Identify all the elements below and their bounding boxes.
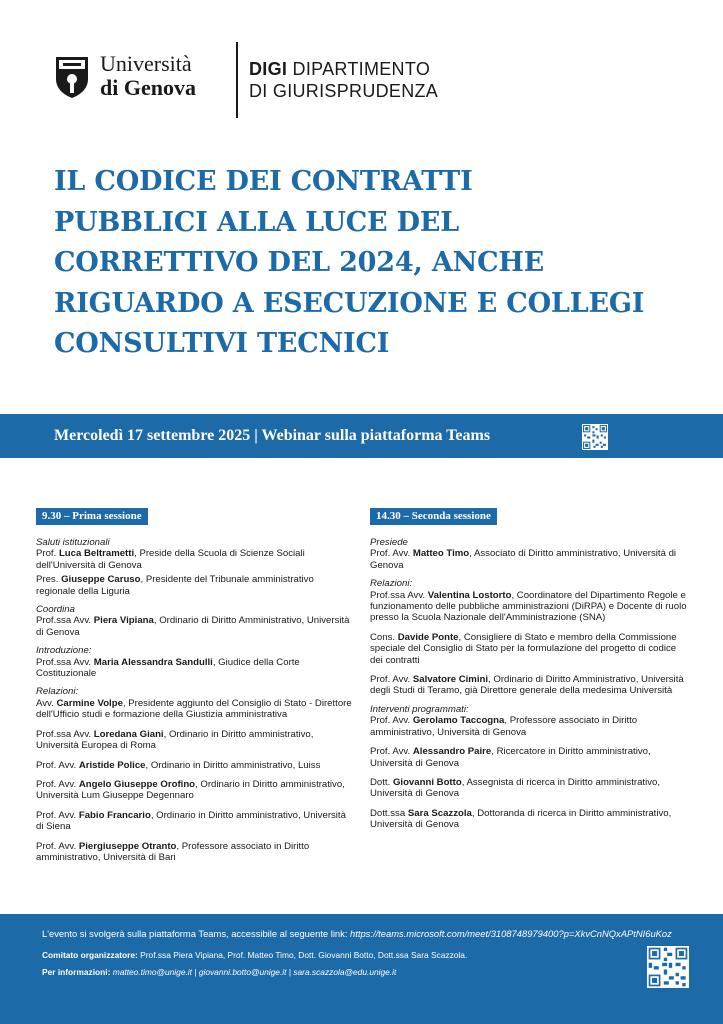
speaker-entry: Prof.ssa Avv. Valentina Lostorto, Coordinatore del Dipartimento Regole e funzionamento delle pubbliche amministrazioni (DiRPA) e Docente di ruolo presso la Scuola Nazionale dell'Amministrazione (SNA) [370,589,687,624]
title-line: PUBBLICI ALLA LUCE DEL [54,206,459,238]
title-line: IL CODICE DEI CONTRATTI [54,166,473,197]
university-name [100,52,196,100]
relazioni-title: Relazioni: [36,686,79,698]
department-abbr: DIGI [249,59,288,79]
speaker-entry: Prof. Avv. Salvatore Cimini, Ordinario di Diritto Amministrativo, Università degli Studi di Teramo, già Direttore generale della medesima Università [370,674,684,697]
committee-members: Prof.ssa Piera Vipiana, Prof. Matteo Timo, Dott. Giovanni Botto, Dott.ssa Sara Scazzola. [137,950,468,960]
session-2 [370,508,688,834]
info-emails[interactable]: matteo.timo@unige.it | giovanni.botto@unige.it | sara.scazzola@edu.unige.it [110,967,397,977]
speaker-entry: Prof.ssa Avv. Maria Alessandra Sandulli, Giudice della Corte Costituzionale [36,656,300,680]
info-line [42,967,396,977]
title-line: CORRETTIVO DEL 2024, ANCHE [54,247,545,278]
event-date-platform: Mercoledì 17 settembre 2025 | Webinar sulla piattaforma Teams [54,427,491,444]
session-1 [36,508,354,866]
speaker-entry: Prof. Avv. Alessandro Paire, Ricercatore in Diritto amministrativo, Università di Genova [370,746,651,769]
teams-link-intro: L'evento si svolgerà sulla piattaforma Teams, accessibile al seguente link: [42,928,351,939]
department-line2: DI GIURISPRUDENZA [249,81,439,101]
speaker-entry: Prof. Avv. Aristide Police, Ordinario in Diritto amministrativo, Luiss [36,759,321,771]
speaker-entry: Dott.ssa Sara Scazzola, Dottoranda di ricerca in Diritto amministrativo, Università di Genova [370,807,672,831]
speaker-entry: Cons. Davide Ponte, Consigliere di Stato e membro della Commissione speciale del Consiglio di Stato per la formulazione del progetto di codice dei contratti [370,631,677,666]
header-divider [236,42,238,118]
interventi-title: Interventi programmati: [370,703,469,715]
speaker-entry: Prof. Avv. Angelo Giuseppe Orofino, Ordinario in Diritto amministrativo, Università Lum Giuseppe Degennaro [36,778,345,802]
speaker-entry: Prof.ssa Avv. Piera Vipiana, Ordinario di Diritto Amministrativo, Università di Genova [36,615,350,638]
qr-code-icon[interactable] [582,424,608,450]
relazioni-title: Relazioni: [370,578,413,590]
presiede-title: Presiede [370,537,408,548]
committee-line [42,950,467,960]
info-label: Per informazioni: [42,967,111,977]
speaker-entry: Prof. Avv. Gerolamo Taccogna, Professore associato in Diritto amministrativo, Università di Genova [370,715,638,738]
saluti-title: Saluti istituzionali [36,537,110,548]
university-name-line2: di Genova [100,75,196,100]
speaker-entry: Avv. Carmine Volpe, Presidente aggiunto del Consiglio di Stato - Direttore dell'Ufficio studi e formazione della Giustizia amministrativa [36,697,352,721]
university-seal-icon [54,55,90,99]
department-name [249,58,438,102]
session-2-label: 14.30 – Seconda sessione [370,508,497,525]
event-title [54,162,694,365]
committee-label: Comitato organizzatore: [42,950,138,960]
speaker-entry: Prof.ssa Avv. Loredana Giani, Ordinario in Diritto amministrativo, Università Europea di Roma [36,728,314,752]
title-line: RIGUARDO A ESECUZIONE E COLLEGI [54,287,645,319]
speaker-entry: Pres. Giuseppe Caruso, Presidente del Tribunale amministrativo regionale della Liguria [36,574,314,597]
teams-link-line [42,928,672,939]
department-line1: DIPARTIMENTO [292,59,431,79]
title-line: CONSULTIVI TECNICI [54,328,390,359]
coordina-title: Coordina [36,604,75,616]
speaker-entry: Prof. Avv. Piergiuseppe Otranto, Professore associato in Diritto amministrativo, Università di Bari [36,840,310,863]
speaker-entry: Prof. Luca Beltrametti, Preside della Scuola di Scienze Sociali dell'Università di Genova [36,548,305,571]
speaker-entry: Prof. Avv. Fabio Francario, Ordinario in Diritto amministrativo, Università di Siena [36,809,346,833]
speaker-entry: Prof. Avv. Matteo Timo, Associato di Diritto amministrativo, Università di Genova [370,548,677,571]
teams-link[interactable]: https://teams.microsoft.com/meet/3108748979400?p=XkvCnNQxAPtNI6uKoz [350,928,672,939]
speaker-entry: Dott. Giovanni Botto, Assegnista di ricerca in Diritto amministrativo, Università di Genova [370,776,661,800]
session-1-label: 9.30 – Prima sessione [36,508,148,525]
introduzione-title: Introduzione: [36,645,92,657]
qr-code-icon[interactable] [647,946,689,988]
university-name-line1: Università [100,51,192,76]
